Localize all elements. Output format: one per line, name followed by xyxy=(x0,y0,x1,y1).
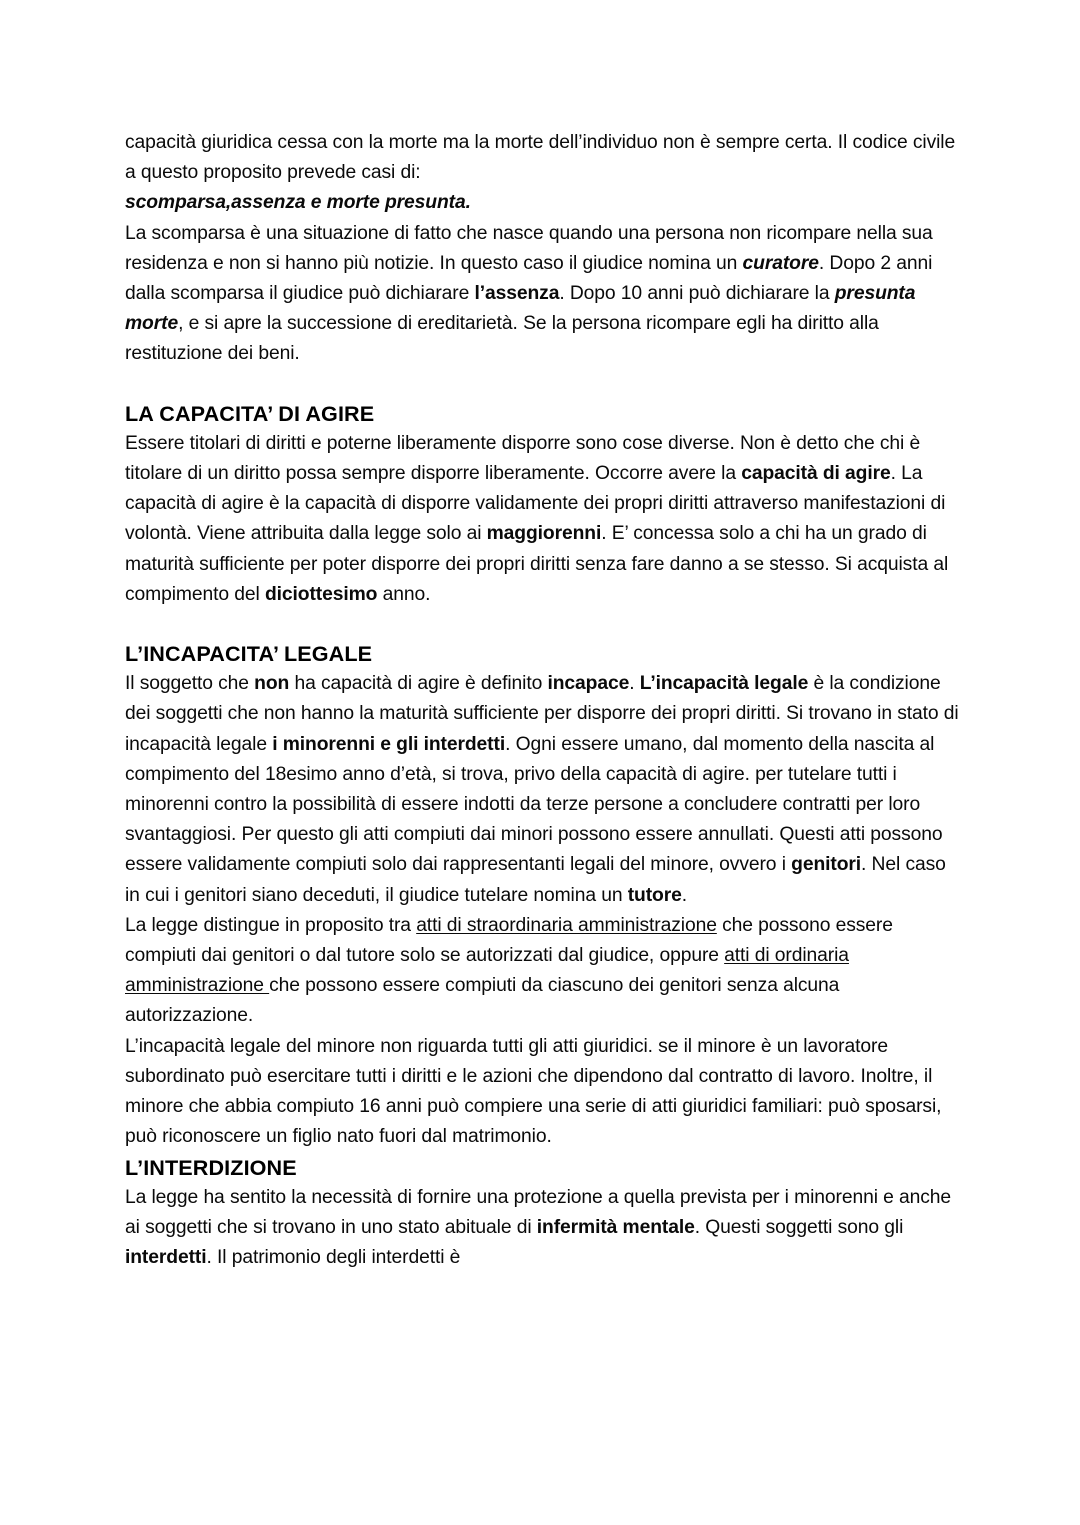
run-incapacita-legale: L’incapacità legale xyxy=(639,673,809,695)
run-text: . xyxy=(681,884,688,906)
run-text: La scomparsa è una situazione di fatto che nasce quando una persona non ricompare nella sua residenza e non si hanno più notizie. In questo caso il giudice nomina un xyxy=(125,222,933,274)
run-text: . Questi soggetti sono gli xyxy=(694,1216,904,1238)
run-curatore: curatore xyxy=(742,252,819,274)
run-text: La legge distingue in proposito tra xyxy=(125,914,417,936)
incapacita-legale-paragraph xyxy=(125,669,960,911)
run-text: Essere titolari di diritti e poterne liberamente disporre sono cose diverse. Non è detto che chi è titolare di un diritto possa sempre disporre liberamente. Occorre avere la xyxy=(125,432,921,485)
run-diciottesimo: diciottesimo xyxy=(264,583,378,605)
run-text: . E’ concessa solo a chi ha un grado di maturità sufficiente per poter disporre dei propri diritti senza fare danno a se stesso. Si acquista al compimento del xyxy=(125,523,949,605)
run-text: La legge ha sentito la necessità di fornire una protezione a quella prevista per i minorenni e anche ai soggetti che si trovano in uno stato abituale di xyxy=(125,1186,952,1238)
run-atti-straordinaria: atti di straordinaria amministrazione xyxy=(416,914,717,936)
amministrazione-paragraph xyxy=(125,911,960,1032)
heading-capacita-agire: LA CAPACITA’ DI AGIRE xyxy=(125,400,375,426)
minore-lavoratore-paragraph: L’incapacità legale del minore non riguarda tutti gli atti giuridici. se il minore è un lavoratore subordinato può esercitare tutti i diritti e le azioni che dipendono dal contratto di lavoro. Inoltre, il minore che abbia compiuto 16 anni può compiere una serie di atti giuridici familiari: può sposarsi, può riconoscere un figlio nato fuori dal matrimonio. xyxy=(125,1035,942,1148)
capacita-agire-paragraph xyxy=(125,429,960,610)
run-text: . Il patrimonio degli interdetti è xyxy=(206,1247,461,1269)
heading-interdizione: L’INTERDIZIONE xyxy=(125,1154,297,1180)
run-text: ha capacità di agire è definito xyxy=(289,673,548,695)
heading-incapacita-legale: L’INCAPACITA’ LEGALE xyxy=(125,641,373,667)
run-maggiorenni: maggiorenni xyxy=(486,523,602,545)
run-text: , e si apre la successione di ereditarietà. Se la persona ricompare egli ha diritto alla restituzione dei beni. xyxy=(125,313,879,365)
run-text: . Ogni essere umano, dal momento della nascita al compimento del 18esimo anno d’età, si trova, privo della capacità di agire. per tutelare tutti i minorenni contro la possibilità di essere indotti da terze persone a concludere contratti per loro svantaggiosi. Per questo gli atti compiuti dai minori possono essere annullati. Questi atti possono essere validamente compiuti solo dai rappresentanti legali del minore, ovvero i xyxy=(125,733,943,876)
run-text: che possono essere compiuti da ciascuno dei genitori senza alcuna autorizzazione. xyxy=(125,975,840,1027)
run-text: anno. xyxy=(377,583,431,605)
scomparsa-paragraph xyxy=(125,219,960,370)
run-non: non xyxy=(254,673,290,695)
run-text: Il soggetto che xyxy=(125,673,255,695)
casi-list-text: scomparsa,assenza e morte presunta. xyxy=(125,192,471,214)
intro-paragraph: capacità giuridica cessa con la morte ma la morte dell’individuo non è sempre certa. Il codice civile a questo proposito prevede casi di: xyxy=(125,132,956,184)
run-text: . Dopo 2 anni dalla scomparsa il giudice può dichiarare xyxy=(125,252,933,305)
run-text: . Nel caso in cui i genitori siano deceduti, il giudice tutelare nomina un xyxy=(125,854,946,906)
run-tutore: tutore xyxy=(627,884,682,906)
run-genitori: genitori xyxy=(791,854,862,876)
run-text: . xyxy=(629,673,640,695)
section-spacer xyxy=(125,370,960,399)
run-presunta-morte: presunta morte xyxy=(125,283,916,335)
run-assenza: l’assenza xyxy=(474,283,560,305)
run-minorenni-interdetti: i minorenni e gli interdetti xyxy=(272,733,506,755)
run-text: è la condizione dei soggetti che non hanno la maturità sufficiente per disporre dei propri diritti. Si trovano in stato di incapacità legale xyxy=(125,673,959,755)
run-infermita-mentale: infermità mentale xyxy=(536,1216,695,1238)
run-text: che possono essere compiuti dai genitori o dal tutore solo se autorizzati dal giudice, oppure xyxy=(125,914,893,967)
run-text: . Dopo 10 anni può dichiarare la xyxy=(559,283,835,305)
run-atti-ordinaria: atti di ordinaria amministrazione xyxy=(125,945,849,997)
run-incapace: incapace xyxy=(547,673,630,695)
run-capacita-di-agire: capacità di agire xyxy=(741,463,891,485)
interdizione-paragraph xyxy=(125,1183,960,1274)
casi-list-paragraph xyxy=(125,188,960,218)
run-text: . La capacità di agire è la capacità di disporre validamente dei propri diritti attraverso manifestazioni di volontà. Viene attribuita dalla legge solo ai xyxy=(125,463,946,545)
document-body xyxy=(125,128,960,1273)
section-spacer xyxy=(125,610,960,639)
run-interdetti: interdetti xyxy=(125,1247,207,1269)
